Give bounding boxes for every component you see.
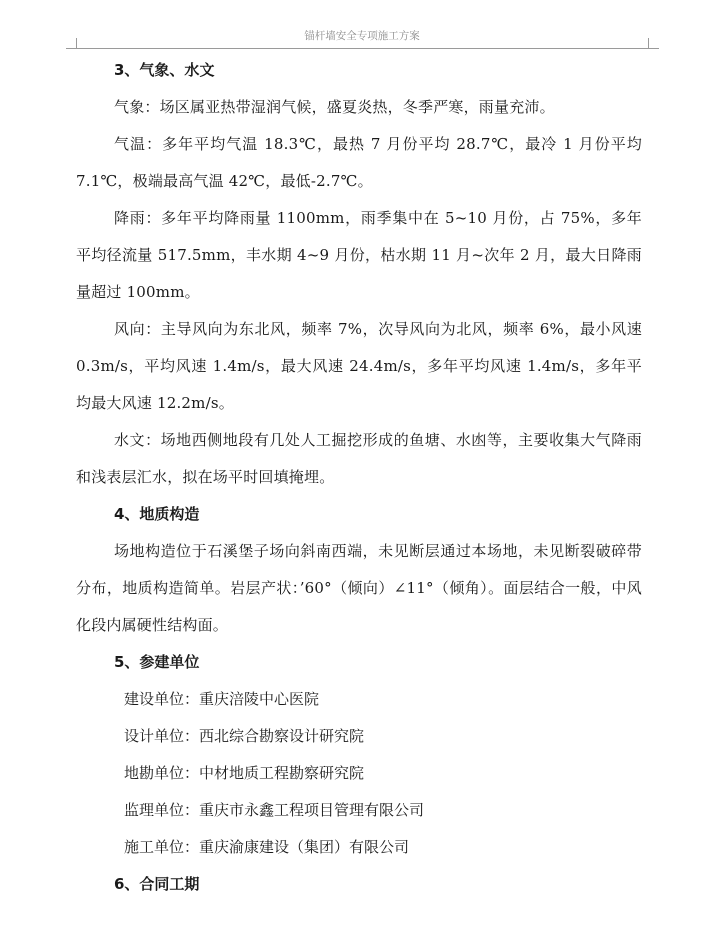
section-heading-participants: 5、参建单位 — [114, 653, 200, 671]
section-heading-weather: 3、气象、水文 — [114, 61, 215, 79]
paragraph-temperature: 气温：多年平均气温 18.3℃，最热 7 月份平均 28.7℃，最冷 1 月份平均 7.1℃，极端最高气温 42℃，最低-2.7℃。 — [76, 135, 642, 190]
unit-contractor: 施工单位：重庆渝康建设（集团）有限公司 — [124, 838, 410, 856]
section-heading-geology: 4、地质构造 — [114, 505, 200, 523]
header-corner-mark-right — [648, 38, 659, 49]
paragraph-climate: 气象：场区属亚热带湿润气候，盛夏炎热，冬季严寒，雨量充沛。 — [114, 98, 555, 116]
unit-supervisor: 监理单位：重庆市永鑫工程项目管理有限公司 — [124, 801, 425, 819]
document-body — [76, 52, 642, 903]
paragraph-geology: 场地构造位于石溪堡子场向斜南西端，未见断层通过本场地，未见断裂破碎带分布，地质构造简单。岩层产状：’60°（倾向）∠11°（倾角）。面层结合一般，中风化段内属硬性结构面。 — [76, 542, 642, 634]
unit-construction-owner: 建设单位：重庆涪陵中心医院 — [124, 690, 320, 708]
header-title: 锚杆墙安全专项施工方案 — [304, 30, 420, 42]
page-header — [76, 28, 648, 49]
unit-designer: 设计单位：西北综合勘察设计研究院 — [124, 727, 365, 745]
paragraph-hydrology: 水文：场地西侧地段有几处人工掘挖形成的鱼塘、水凼等，主要收集大气降雨和浅表层汇水，拟在场平时回填掩埋。 — [76, 431, 642, 486]
paragraph-rainfall: 降雨：多年平均降雨量 1100mm，雨季集中在 5~10 月份，占 75%，多年平均径流量 517.5mm，丰水期 4~9 月份，枯水期 11 月~次年 2 月，最大日降雨量超过 100mm。 — [76, 209, 642, 301]
section-heading-contract-period: 6、合同工期 — [114, 875, 200, 893]
unit-survey: 地勘单位：中材地质工程勘察研究院 — [124, 764, 365, 782]
paragraph-wind: 风向：主导风向为东北风，频率 7%，次导风向为北风，频率 6%，最小风速 0.3m/s，平均风速 1.4m/s，最大风速 24.4m/s，多年平均风速 1.4m/s，多年平均最大风速 12.2m/s。 — [76, 320, 642, 412]
